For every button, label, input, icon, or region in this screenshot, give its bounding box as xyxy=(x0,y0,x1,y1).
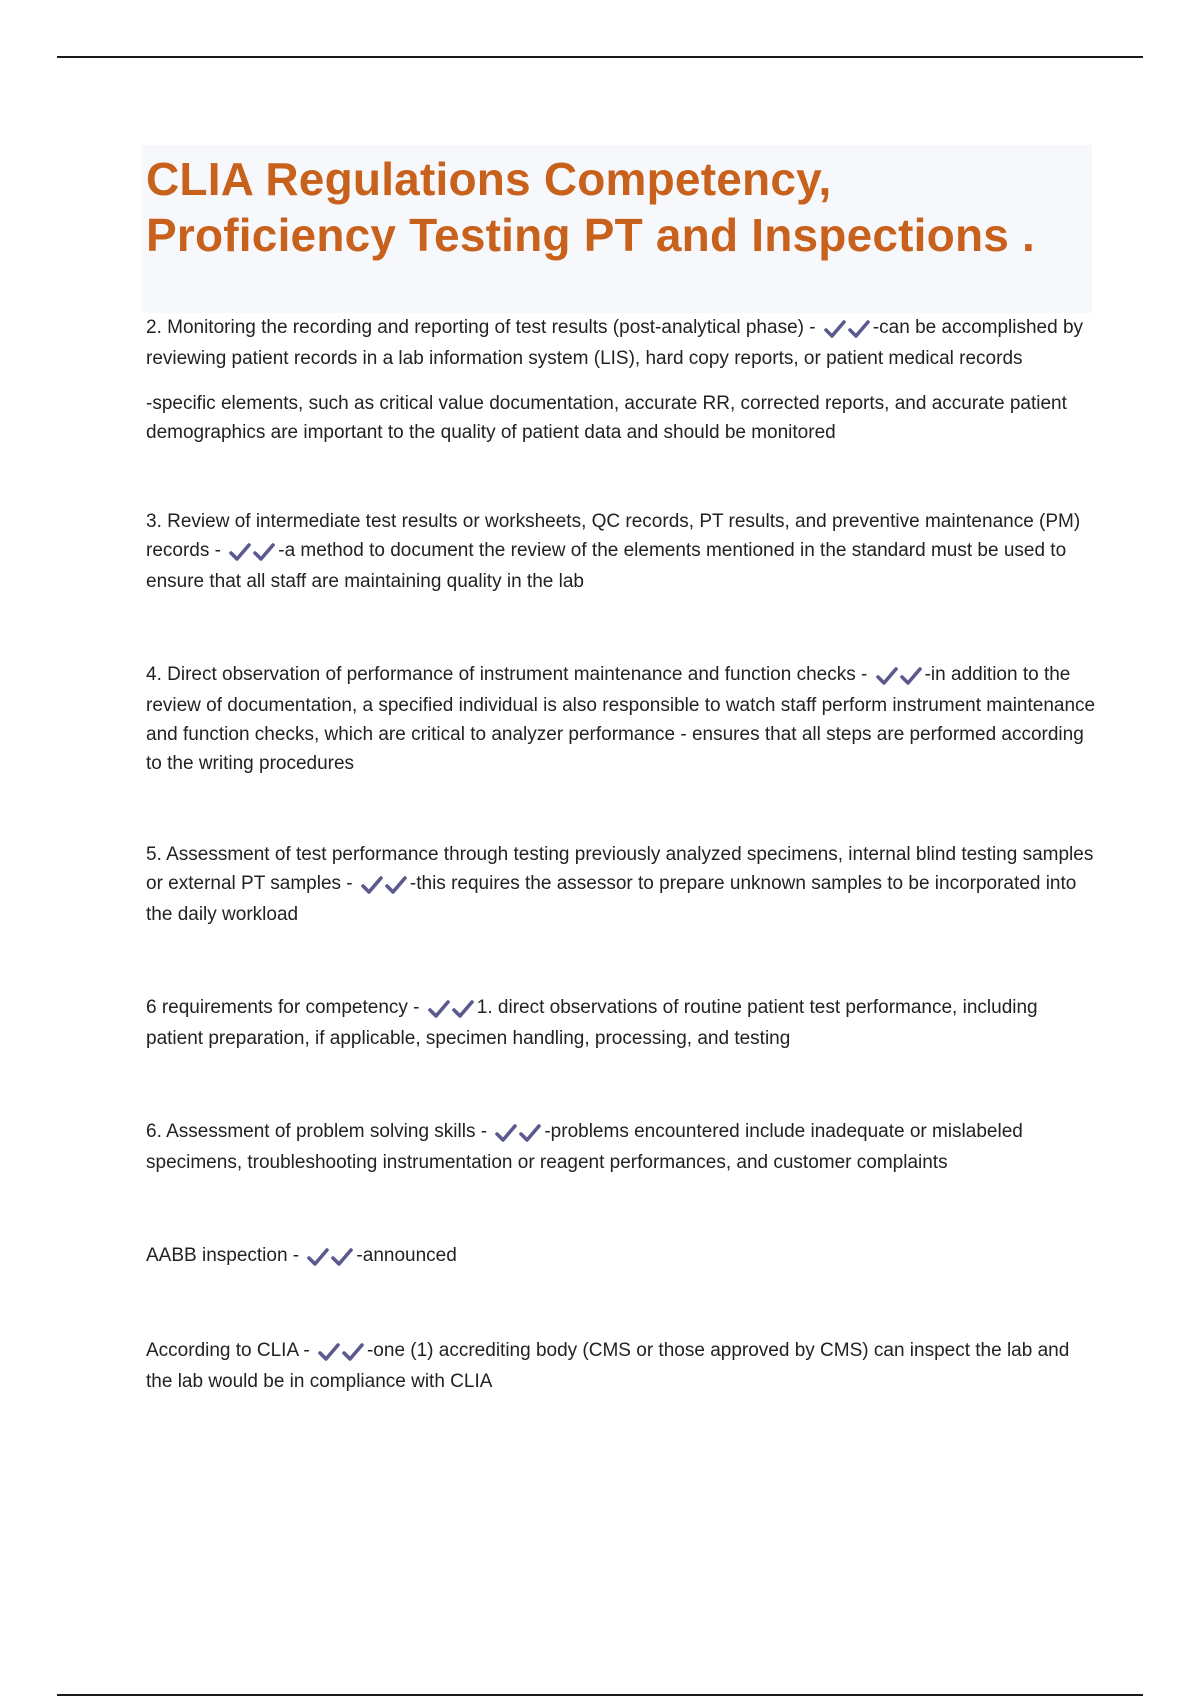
entry-definition: -can be accomplished by reviewing patient records in a lab information system (LIS), hard copy reports, or patient medical records xyxy=(146,317,1084,369)
check-icon xyxy=(875,666,899,688)
qa-entry xyxy=(146,1117,1096,1177)
double-check-icon xyxy=(494,1119,542,1148)
check-icon xyxy=(823,319,847,341)
header-rule xyxy=(57,56,1143,58)
check-icon xyxy=(384,875,408,897)
check-icon xyxy=(317,1342,341,1364)
double-check-icon xyxy=(317,1338,365,1367)
title-banner xyxy=(142,145,1092,313)
check-icon xyxy=(306,1247,330,1269)
check-icon xyxy=(899,666,923,688)
check-icon xyxy=(228,542,252,564)
entry-term: 2. Monitoring the recording and reporting of test results (post-analytical phase) - xyxy=(146,317,816,338)
entry-term: AABB inspection - xyxy=(146,1245,300,1266)
title-line-2: Proficiency Testing PT and Inspections . xyxy=(146,209,1035,261)
double-check-icon xyxy=(875,662,923,691)
entry-definition: -one (1) accrediting body (CMS or those approved by CMS) can inspect the lab and the lab would be in compliance with CLIA xyxy=(146,1340,1070,1392)
double-check-icon xyxy=(427,995,475,1024)
entry-term: 3. Review of intermediate test results or worksheets, QC records, PT results, and preventive maintenance (PM) records - xyxy=(146,511,1081,561)
qa-entry xyxy=(146,1336,1096,1396)
qa-entry xyxy=(146,507,1096,596)
check-icon xyxy=(330,1247,354,1269)
entry-term: 4. Direct observation of performance of instrument maintenance and function checks - xyxy=(146,664,868,685)
entry-term: 6 requirements for competency - xyxy=(146,997,420,1018)
double-check-icon xyxy=(823,315,871,344)
entry-definition: 1. direct observations of routine patient test performance, including patient preparation, if applicable, specimen handling, processing, and testing xyxy=(146,997,1038,1049)
entry-definition: -problems encountered include inadequate or mislabeled specimens, troubleshooting instrumentation or reagent performances, and customer complaints xyxy=(146,1121,1023,1173)
entry-term: According to CLIA - xyxy=(146,1340,310,1361)
entry-definition: -a method to document the review of the elements mentioned in the standard must be used to ensure that all staff are maintaining quality in the lab xyxy=(146,540,1067,592)
check-icon xyxy=(518,1123,542,1145)
entry-term: 6. Assessment of problem solving skills - xyxy=(146,1121,488,1142)
entry-extra-paragraph: -specific elements, such as critical value documentation, accurate RR, corrected reports, and accurate patient demographics are important to the quality of patient data and should be monitored xyxy=(146,393,1067,443)
check-icon xyxy=(360,875,384,897)
check-icon xyxy=(341,1342,365,1364)
document-title xyxy=(146,151,1088,263)
check-icon xyxy=(252,542,276,564)
check-icon xyxy=(494,1123,518,1145)
qa-entry xyxy=(146,313,1096,373)
footer-rule xyxy=(57,1694,1143,1696)
check-icon xyxy=(451,999,475,1021)
entry-definition: -in addition to the review of documentation, a specified individual is also responsible to watch staff perform instrument maintenance and function checks, which are critical to analyzer performance - ensures that all steps are performed according to the writing procedures xyxy=(146,664,1096,774)
entry-term: 5. Assessment of test performance through testing previously analyzed specimens, internal blind testing samples or external PT samples - xyxy=(146,844,1094,894)
double-check-icon xyxy=(306,1243,354,1272)
double-check-icon xyxy=(228,538,276,567)
entry-definition: -this requires the assessor to prepare unknown samples to be incorporated into the daily workload xyxy=(146,873,1077,925)
title-line-1: CLIA Regulations Competency, xyxy=(146,153,832,205)
check-icon xyxy=(847,319,871,341)
document-body xyxy=(146,313,1096,1396)
qa-entry xyxy=(146,1241,1096,1272)
check-icon xyxy=(427,999,451,1021)
double-check-icon xyxy=(360,871,408,900)
qa-entry xyxy=(146,993,1096,1053)
entry-definition: -announced xyxy=(356,1245,457,1266)
qa-entry xyxy=(146,840,1096,929)
qa-entry xyxy=(146,660,1096,778)
